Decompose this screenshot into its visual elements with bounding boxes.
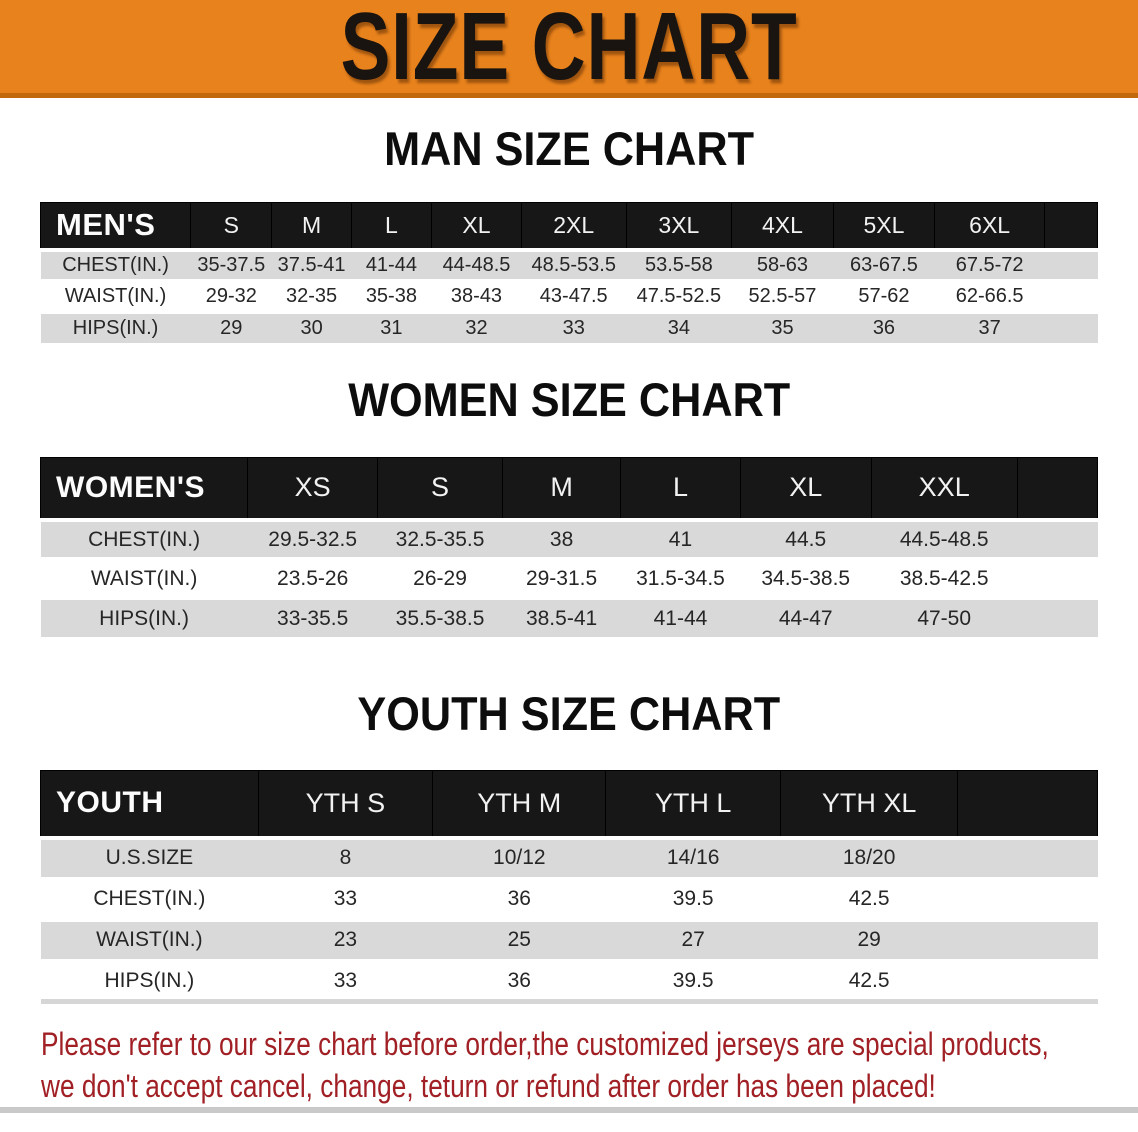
table-row <box>41 838 1098 879</box>
value-cell: 36 <box>507 968 531 992</box>
spacer-cell <box>1017 457 1097 520</box>
column-header: 2XL <box>521 203 626 250</box>
size-table <box>40 202 1098 343</box>
spacer-cell <box>1045 250 1098 281</box>
row-label: HIPS(IN.) <box>99 606 189 630</box>
spacer-cell <box>958 920 1098 961</box>
row-label: U.S.SIZE <box>105 846 194 869</box>
value-cell: 31 <box>380 316 403 339</box>
value-cell: 43-47.5 <box>539 284 608 307</box>
value-cell: 35-37.5 <box>197 253 266 276</box>
banner-title: SIZE CHART <box>340 0 798 100</box>
column-header: XL <box>740 457 871 520</box>
table-row <box>41 312 1098 343</box>
table-header-row <box>41 203 1098 250</box>
value-cell: 25 <box>507 928 531 951</box>
table-corner-label: MEN'S <box>41 203 191 250</box>
footer-note <box>41 1023 1138 1107</box>
section-men <box>0 98 1138 343</box>
column-header: 5XL <box>833 203 934 250</box>
value-cell: 23.5-26 <box>277 566 349 590</box>
section-heading-men: MAN SIZE CHART <box>384 122 754 175</box>
value-cell: 27 <box>681 928 705 951</box>
table-corner-label: WOMEN'S <box>41 457 248 520</box>
value-cell: 38.5-42.5 <box>899 566 989 590</box>
value-cell: 29.5-32.5 <box>268 527 358 551</box>
column-header: 3XL <box>626 203 732 250</box>
value-cell: 34 <box>667 316 691 339</box>
table-row <box>41 281 1098 312</box>
value-cell: 26-29 <box>413 566 467 590</box>
table-row <box>41 879 1098 920</box>
value-cell: 37 <box>978 316 1001 339</box>
value-cell: 33-35.5 <box>277 606 349 630</box>
value-cell: 38-43 <box>450 284 503 307</box>
row-label: HIPS(IN.) <box>104 968 195 992</box>
value-cell: 39.5 <box>672 968 714 992</box>
value-cell: 41-44 <box>653 606 708 630</box>
value-cell: 44.5-48.5 <box>899 527 989 551</box>
value-cell: 31.5-34.5 <box>636 566 725 590</box>
banner <box>0 0 1138 98</box>
column-header: L <box>621 457 740 520</box>
table-header-row <box>41 457 1098 520</box>
value-cell: 34.5-38.5 <box>761 566 851 590</box>
spacer-cell <box>958 961 1098 1002</box>
value-cell: 33 <box>333 968 358 992</box>
bottom-edge <box>0 1107 1138 1113</box>
spacer-cell <box>1017 520 1097 559</box>
section-heading-youth: YOUTH SIZE CHART <box>357 687 781 740</box>
value-cell: 44-48.5 <box>442 253 511 276</box>
section-youth <box>0 637 1138 1004</box>
value-cell: 36 <box>872 316 896 339</box>
value-cell: 53.5-58 <box>644 253 713 276</box>
value-cell: 38 <box>549 527 574 551</box>
women-table-container <box>0 457 1138 638</box>
spacer-cell <box>1017 598 1097 637</box>
value-cell: 44.5 <box>785 527 827 551</box>
spacer-cell <box>958 771 1098 838</box>
column-header: XL <box>432 203 522 250</box>
row-label: HIPS(IN.) <box>72 316 159 339</box>
value-cell: 32.5-35.5 <box>395 527 485 551</box>
value-cell: 39.5 <box>672 887 714 910</box>
table-row <box>41 250 1098 281</box>
value-cell: 63-67.5 <box>850 253 918 276</box>
value-cell: 47.5-52.5 <box>636 284 722 307</box>
column-header: L <box>351 203 431 250</box>
row-label: CHEST(IN.) <box>93 887 206 910</box>
value-cell: 41-44 <box>365 253 417 276</box>
value-cell: 44-47 <box>778 606 833 630</box>
size-chart-main <box>0 98 1138 1004</box>
value-cell: 57-62 <box>858 284 910 307</box>
value-cell: 33 <box>333 887 358 910</box>
table-row <box>41 559 1098 598</box>
row-label: WAIST(IN.) <box>64 284 167 307</box>
column-header: YTH M <box>433 771 606 838</box>
value-cell: 32-35 <box>286 284 338 307</box>
note-line-2: we don't accept cancel, change, teturn or refund after order has been placed! <box>41 1068 936 1104</box>
column-header: S <box>378 457 503 520</box>
value-cell: 8 <box>339 846 352 869</box>
spacer-cell <box>1045 281 1098 312</box>
value-cell: 35 <box>771 316 794 339</box>
value-cell: 36 <box>507 887 531 910</box>
spacer-cell <box>958 879 1098 920</box>
column-header: YTH L <box>606 771 780 838</box>
row-label: WAIST(IN.) <box>90 566 198 590</box>
value-cell: 67.5-72 <box>955 253 1024 276</box>
section-women <box>0 343 1138 638</box>
value-cell: 33 <box>562 316 585 339</box>
spacer-cell <box>958 838 1098 879</box>
table-row <box>41 520 1098 559</box>
value-cell: 23 <box>333 928 358 951</box>
column-header: 6XL <box>935 203 1045 250</box>
value-cell: 10/12 <box>493 846 546 869</box>
size-table <box>40 457 1098 638</box>
table-row <box>41 598 1098 637</box>
value-cell: 47-50 <box>917 606 972 630</box>
value-cell: 58-63 <box>756 253 809 276</box>
table-row <box>41 961 1098 1002</box>
column-header: YTH XL <box>780 771 958 838</box>
table-corner-label: YOUTH <box>41 771 259 838</box>
note-line-1: Please refer to our size chart before order,the customized jerseys are special products, <box>41 1026 1049 1062</box>
column-header: XS <box>248 457 378 520</box>
value-cell: 29 <box>857 928 881 951</box>
value-cell: 42.5 <box>848 968 890 992</box>
value-cell: 42.5 <box>848 887 890 910</box>
spacer-cell <box>1017 559 1097 598</box>
value-cell: 29-32 <box>205 284 257 307</box>
row-label: CHEST(IN.) <box>62 253 169 276</box>
row-label: CHEST(IN.) <box>88 527 201 551</box>
spacer-cell <box>1045 312 1098 343</box>
value-cell: 62-66.5 <box>955 284 1024 307</box>
youth-table-container <box>0 770 1138 1004</box>
column-header: YTH S <box>258 771 432 838</box>
value-cell: 29-31.5 <box>525 566 598 590</box>
spacer-cell <box>1045 203 1098 250</box>
row-label: WAIST(IN.) <box>96 928 203 951</box>
size-table <box>40 770 1098 1004</box>
value-cell: 35.5-38.5 <box>395 606 485 630</box>
column-header: S <box>191 203 272 250</box>
column-header: 4XL <box>732 203 833 250</box>
value-cell: 41 <box>668 527 693 551</box>
value-cell: 52.5-57 <box>748 284 817 307</box>
value-cell: 29 <box>220 316 243 339</box>
column-header: XXL <box>871 457 1017 520</box>
value-cell: 48.5-53.5 <box>531 253 616 276</box>
value-cell: 30 <box>300 316 323 339</box>
table-header-row <box>41 771 1098 838</box>
value-cell: 35-38 <box>365 284 417 307</box>
column-header: M <box>502 457 620 520</box>
table-row <box>41 920 1098 961</box>
value-cell: 18/20 <box>842 846 896 869</box>
section-heading-women: WOMEN SIZE CHART <box>347 372 790 426</box>
value-cell: 32 <box>465 316 488 339</box>
value-cell: 14/16 <box>666 846 720 869</box>
men-table-container <box>0 202 1138 343</box>
value-cell: 38.5-41 <box>525 606 598 630</box>
column-header: M <box>272 203 351 250</box>
value-cell: 37.5-41 <box>277 253 346 276</box>
